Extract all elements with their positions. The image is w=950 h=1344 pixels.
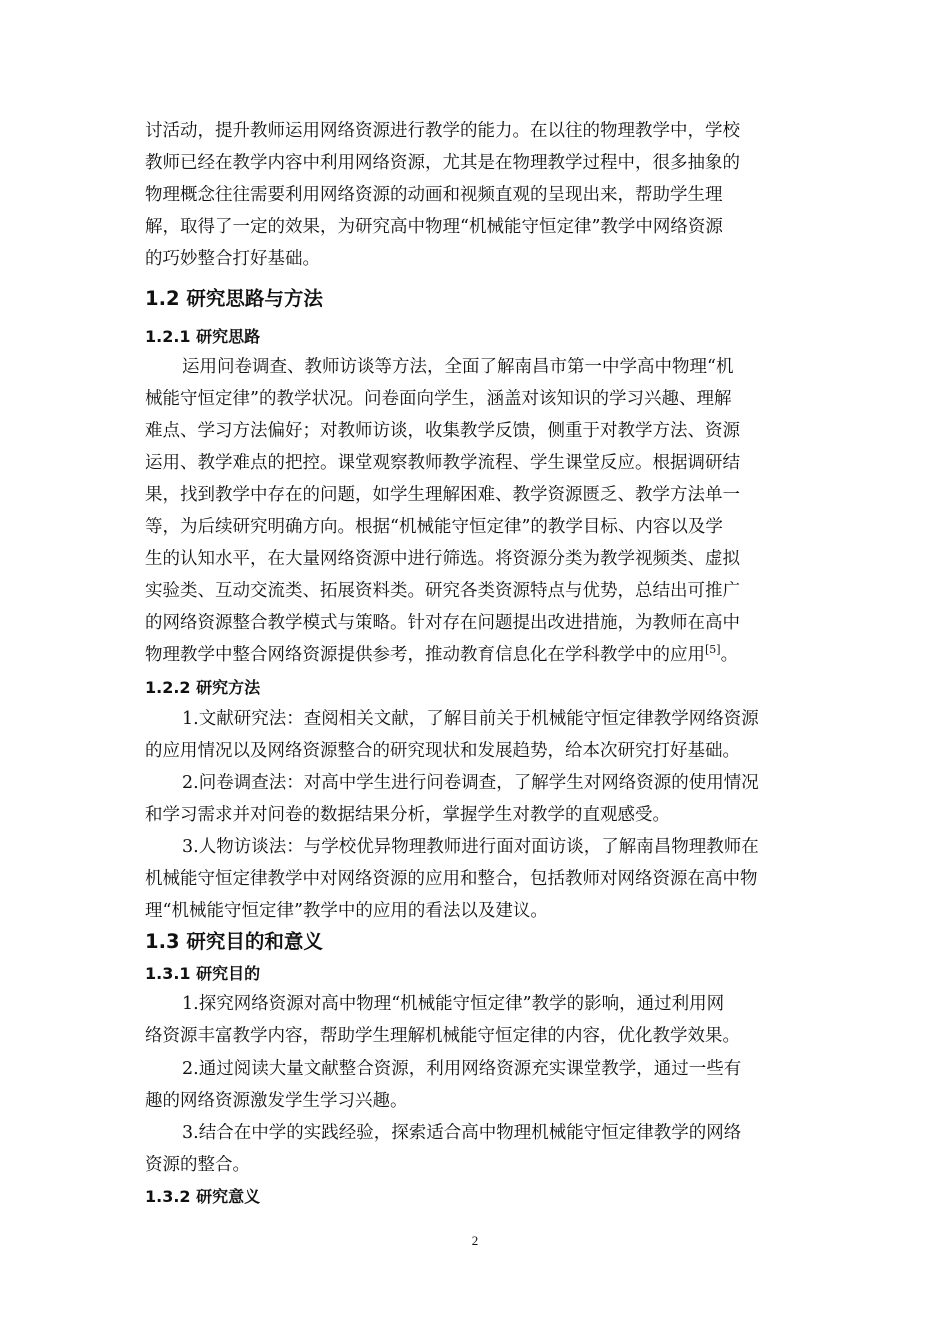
page-number: 2 (471, 1233, 479, 1248)
paragraph-line: 2.问卷调查法：对高中学生进行问卷调查，了解学生对网络资源的使用情况 (182, 773, 759, 793)
paragraph-line: 解，取得了一定的效果，为研究高中物理“机械能守恒定律”教学中网络资源 (145, 217, 723, 237)
paragraph-line: 的巧妙整合打好基础。 (145, 249, 320, 269)
paragraph-line: 1.文献研究法：查阅相关文献，了解目前关于机械能守恒定律教学网络资源 (182, 709, 759, 729)
section-heading: 1.2 研究思路与方法 (145, 287, 323, 310)
paragraph-line: 等，为后续研究明确方向。根据“机械能守恒定律”的教学目标、内容以及学 (145, 517, 723, 537)
subsection-heading: 1.2.2 研究方法 (145, 678, 261, 697)
paragraph-line: 的网络资源整合教学模式与策略。针对存在问题提出改进措施，为教师在高中 (145, 613, 740, 633)
paragraph-line: 难点、学习方法偏好；对教师访谈，收集教学反馈，侧重于对教学方法、资源 (145, 421, 740, 441)
paragraph-line: 3.结合在中学的实践经验，探索适合高中物理机械能守恒定律教学的网络 (182, 1123, 742, 1143)
citation-ref: [5] (705, 643, 721, 656)
paragraph-text: 。 (720, 645, 739, 665)
paragraph-line (145, 643, 739, 665)
paragraph-line: 络资源丰富教学内容，帮助学生理解机械能守恒定律的内容，优化教学效果。 (145, 1026, 740, 1046)
paragraph-line: 械能守恒定律”的教学状况。问卷面向学生，涵盖对该知识的学习兴趣、理解 (145, 389, 732, 409)
paragraph-line: 2.通过阅读大量文献整合资源，利用网络资源充实课堂教学，通过一些有 (182, 1059, 742, 1079)
paragraph-line: 资源的整合。 (145, 1155, 250, 1175)
section-heading: 1.3 研究目的和意义 (145, 930, 323, 953)
paragraph-line: 讨活动，提升教师运用网络资源进行教学的能力。在以往的物理教学中，学校 (145, 121, 740, 141)
paragraph-line: 3.人物访谈法：与学校优异物理教师进行面对面访谈，了解南昌物理教师在 (182, 837, 759, 857)
paragraph-line: 和学习需求并对问卷的数据结果分析，掌握学生对教学的直观感受。 (145, 805, 670, 825)
paragraph-line: 教师已经在教学内容中利用网络资源，尤其是在物理教学过程中，很多抽象的 (145, 153, 740, 173)
paragraph-line: 运用问卷调查、教师访谈等方法，全面了解南昌市第一中学高中物理“机 (182, 357, 734, 377)
paragraph-line: 物理概念往往需要利用网络资源的动画和视频直观的呈现出来，帮助学生理 (145, 185, 723, 205)
subsection-heading: 1.3.2 研究意义 (145, 1187, 261, 1206)
paragraph-line: 趣的网络资源激发学生学习兴趣。 (145, 1091, 408, 1111)
paragraph-line: 理“机械能守恒定律”教学中的应用的看法以及建议。 (145, 901, 548, 921)
paragraph-line: 果，找到教学中存在的问题，如学生理解困难、教学资源匮乏、教学方法单一 (145, 485, 740, 505)
paragraph-line: 机械能守恒定律教学中对网络资源的应用和整合，包括教师对网络资源在高中物 (145, 869, 758, 889)
paragraph-text: 物理教学中整合网络资源提供参考，推动教育信息化在学科教学中的应用 (145, 645, 705, 665)
paragraph-line: 1.探究网络资源对高中物理“机械能守恒定律”教学的影响，通过利用网 (182, 994, 725, 1014)
subsection-heading: 1.3.1 研究目的 (145, 964, 261, 983)
subsection-heading: 1.2.1 研究思路 (145, 327, 261, 346)
paragraph-line: 的应用情况以及网络资源整合的研究现状和发展趋势，给本次研究打好基础。 (145, 741, 740, 761)
paragraph-line: 运用、教学难点的把控。课堂观察教师教学流程、学生课堂反应。根据调研结 (145, 453, 740, 473)
paragraph-line: 生的认知水平，在大量网络资源中进行筛选。将资源分类为教学视频类、虚拟 (145, 549, 740, 569)
paragraph-line: 实验类、互动交流类、拓展资料类。研究各类资源特点与优势，总结出可推广 (145, 581, 740, 601)
